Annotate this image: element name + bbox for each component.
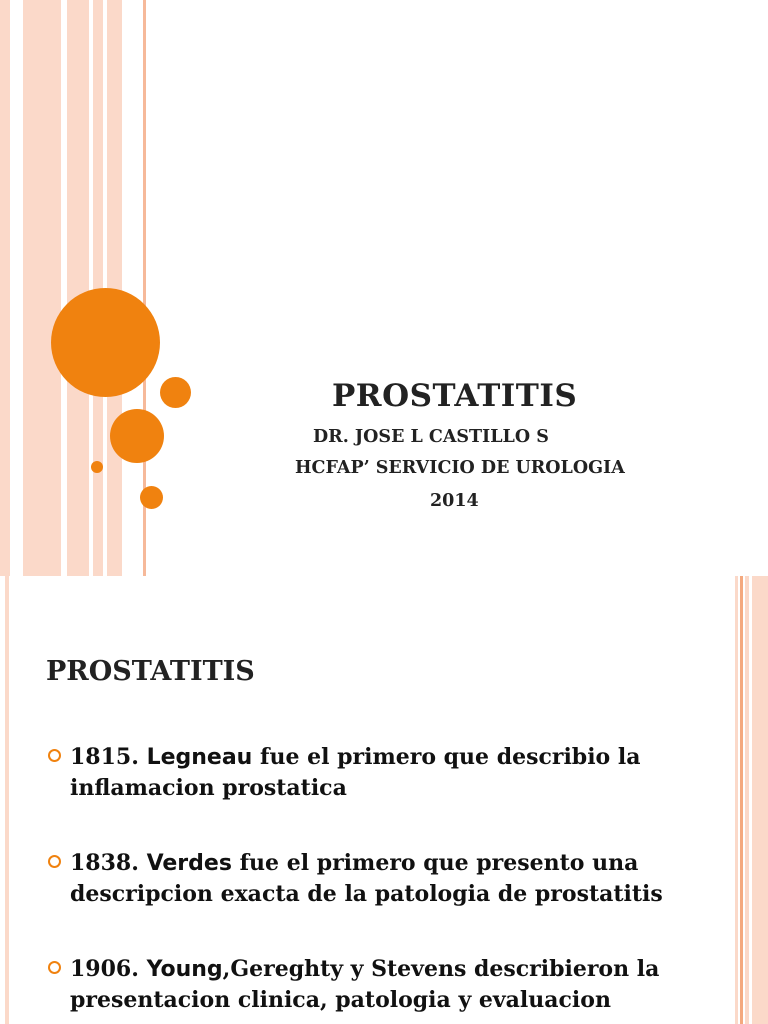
bullet-text: fue el primero que describio la inflamacion prostatica — [70, 744, 641, 801]
list-item — [48, 848, 718, 910]
bullet-circle-icon — [48, 961, 61, 974]
decor-stripe — [5, 576, 9, 1024]
decor-circle-small — [160, 377, 191, 408]
institution-name: HCFAP’ SERVICIO DE UROLOGIA — [295, 458, 625, 478]
decor-stripe — [752, 576, 768, 1024]
bullet-text: ,Gereghty y Stevens describieron la presentacion clinica, patologia y evaluacion — [70, 956, 660, 1013]
decor-stripe — [735, 576, 738, 1024]
bullet-circle-icon — [48, 749, 61, 762]
decor-circle-large — [51, 288, 160, 397]
bullet-year: 1838. — [70, 850, 139, 876]
bullet-text: fue el primero que presento una descripcion exacta de la patologia de prostatitis — [70, 850, 663, 907]
bullet-circle-icon — [48, 855, 61, 868]
bullet-year: 1815. — [70, 744, 139, 770]
decor-stripe — [67, 0, 89, 576]
list-item — [48, 742, 718, 804]
bullet-name: Young — [146, 957, 223, 982]
content-slide — [0, 576, 768, 1024]
decor-stripe — [10, 0, 23, 576]
decor-circle-medium — [110, 409, 164, 463]
bullet-name: Legneau — [146, 745, 253, 770]
slide-title: PROSTATITIS — [332, 378, 578, 414]
presentation-year: 2014 — [430, 491, 479, 511]
decor-stripe — [745, 576, 749, 1024]
slide-title: PROSTATITIS — [46, 656, 255, 687]
author-name: DR. JOSE L CASTILLO S — [313, 427, 549, 447]
decor-stripe — [0, 0, 10, 576]
decor-stripe — [23, 0, 61, 576]
bullet-name: Verdes — [146, 851, 232, 876]
list-item — [48, 954, 718, 1016]
decor-circle-small — [140, 486, 163, 509]
bullet-year: 1906. — [70, 956, 139, 982]
decor-circle-tiny — [91, 461, 103, 473]
decor-stripe — [740, 576, 743, 1024]
